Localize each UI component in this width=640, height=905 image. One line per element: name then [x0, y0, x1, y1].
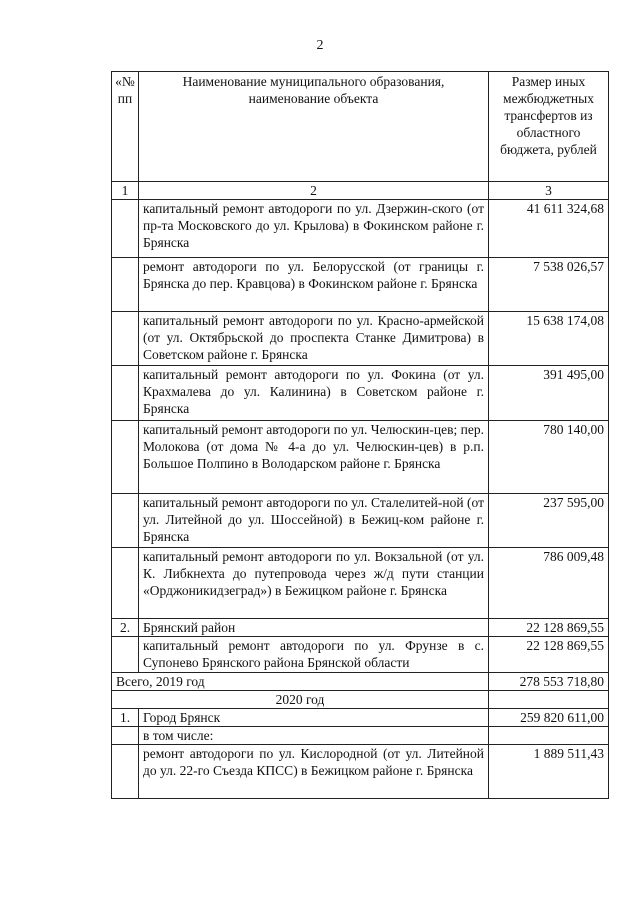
header-amount: Размер иных межбюджетных трансфертов из областного бюджета, рублей — [489, 72, 609, 182]
including-label: в том числе: — [139, 727, 489, 745]
object-name: капитальный ремонт автодороги по ул. Красно-армейской (от ул. Октябрьской до проспекта Станке Димитрова) в Советском районе г. Брянска — [139, 312, 489, 366]
object-amount: 1 889 511,43 — [489, 745, 609, 799]
table-row — [112, 637, 609, 673]
object-name: капитальный ремонт автодороги по ул. Сталелитей-ной (от ул. Литейной до ул. Шоссейной) в Бежиц-ком районе г. Брянска — [139, 494, 489, 548]
object-name: ремонт автодороги по ул. Кислородной (от ул. Литейной до ул. 22-го Съезда КПСС) в Бежицком районе г. Брянска — [139, 745, 489, 799]
table-row — [112, 258, 609, 312]
including-row — [112, 727, 609, 745]
header-number: «№ пп — [112, 72, 139, 182]
district-row — [112, 619, 609, 637]
object-amount: 237 595,00 — [489, 494, 609, 548]
object-name: капитальный ремонт автодороги по ул. Дзержин-ского (от пр-та Московского до ул. Крылова) в Фокинском районе г. Брянска — [139, 200, 489, 258]
year-2020-label: 2020 год — [112, 691, 489, 709]
total-2019-label: Всего, 2019 год — [112, 673, 489, 691]
city-2020-row — [112, 709, 609, 727]
district-amount: 22 128 869,55 — [489, 619, 609, 637]
column-number-2: 2 — [139, 182, 489, 200]
table-row — [112, 548, 609, 619]
total-2019-amount: 278 553 718,80 — [489, 673, 609, 691]
total-2019-row — [112, 673, 609, 691]
object-name: капитальный ремонт автодороги по ул. Фокина (от ул. Крахмалева до ул. Калинина) в Советском районе г. Брянска — [139, 366, 489, 421]
object-amount: 22 128 869,55 — [489, 637, 609, 673]
table-row — [112, 494, 609, 548]
table-header-row — [112, 72, 609, 182]
city-2020-number: 1. — [112, 709, 139, 727]
district-name: Брянский район — [139, 619, 489, 637]
city-2020-name: Город Брянск — [139, 709, 489, 727]
table-row — [112, 200, 609, 258]
page-number: 2 — [316, 38, 324, 53]
column-number-1: 1 — [112, 182, 139, 200]
object-amount: 780 140,00 — [489, 421, 609, 494]
year-2020-row — [112, 691, 609, 709]
table-row — [112, 745, 609, 799]
column-number-row — [112, 182, 609, 200]
city-2020-amount: 259 820 611,00 — [489, 709, 609, 727]
object-amount: 15 638 174,08 — [489, 312, 609, 366]
object-name: капитальный ремонт автодороги по ул. Фрунзе в с. Супонево Брянского района Брянской области — [139, 637, 489, 673]
table-row — [112, 421, 609, 494]
district-number: 2. — [112, 619, 139, 637]
object-amount: 391 495,00 — [489, 366, 609, 421]
object-name: ремонт автодороги по ул. Белорусской (от границы г. Брянска до пер. Кравцова) в Фокинском районе г. Брянска — [139, 258, 489, 312]
column-number-3: 3 — [489, 182, 609, 200]
table-row — [112, 312, 609, 366]
transfers-table — [111, 71, 609, 799]
object-name: капитальный ремонт автодороги по ул. Челюскин-цев; пер. Молокова (от дома № 4-а до ул. Челюскин-цев) в р.п. Большое Полпино в Володарском районе г. Брянска — [139, 421, 489, 494]
table-row — [112, 366, 609, 421]
header-name: Наименование муниципального образования, наименование объекта — [139, 72, 489, 182]
object-amount: 7 538 026,57 — [489, 258, 609, 312]
object-amount: 786 009,48 — [489, 548, 609, 619]
object-amount: 41 611 324,68 — [489, 200, 609, 258]
object-name: капитальный ремонт автодороги по ул. Вокзальной (от ул. К. Либкнехта до путепровода через ж/д пути станции «Орджоникидзеград») в Бежицком районе г. Брянска — [139, 548, 489, 619]
